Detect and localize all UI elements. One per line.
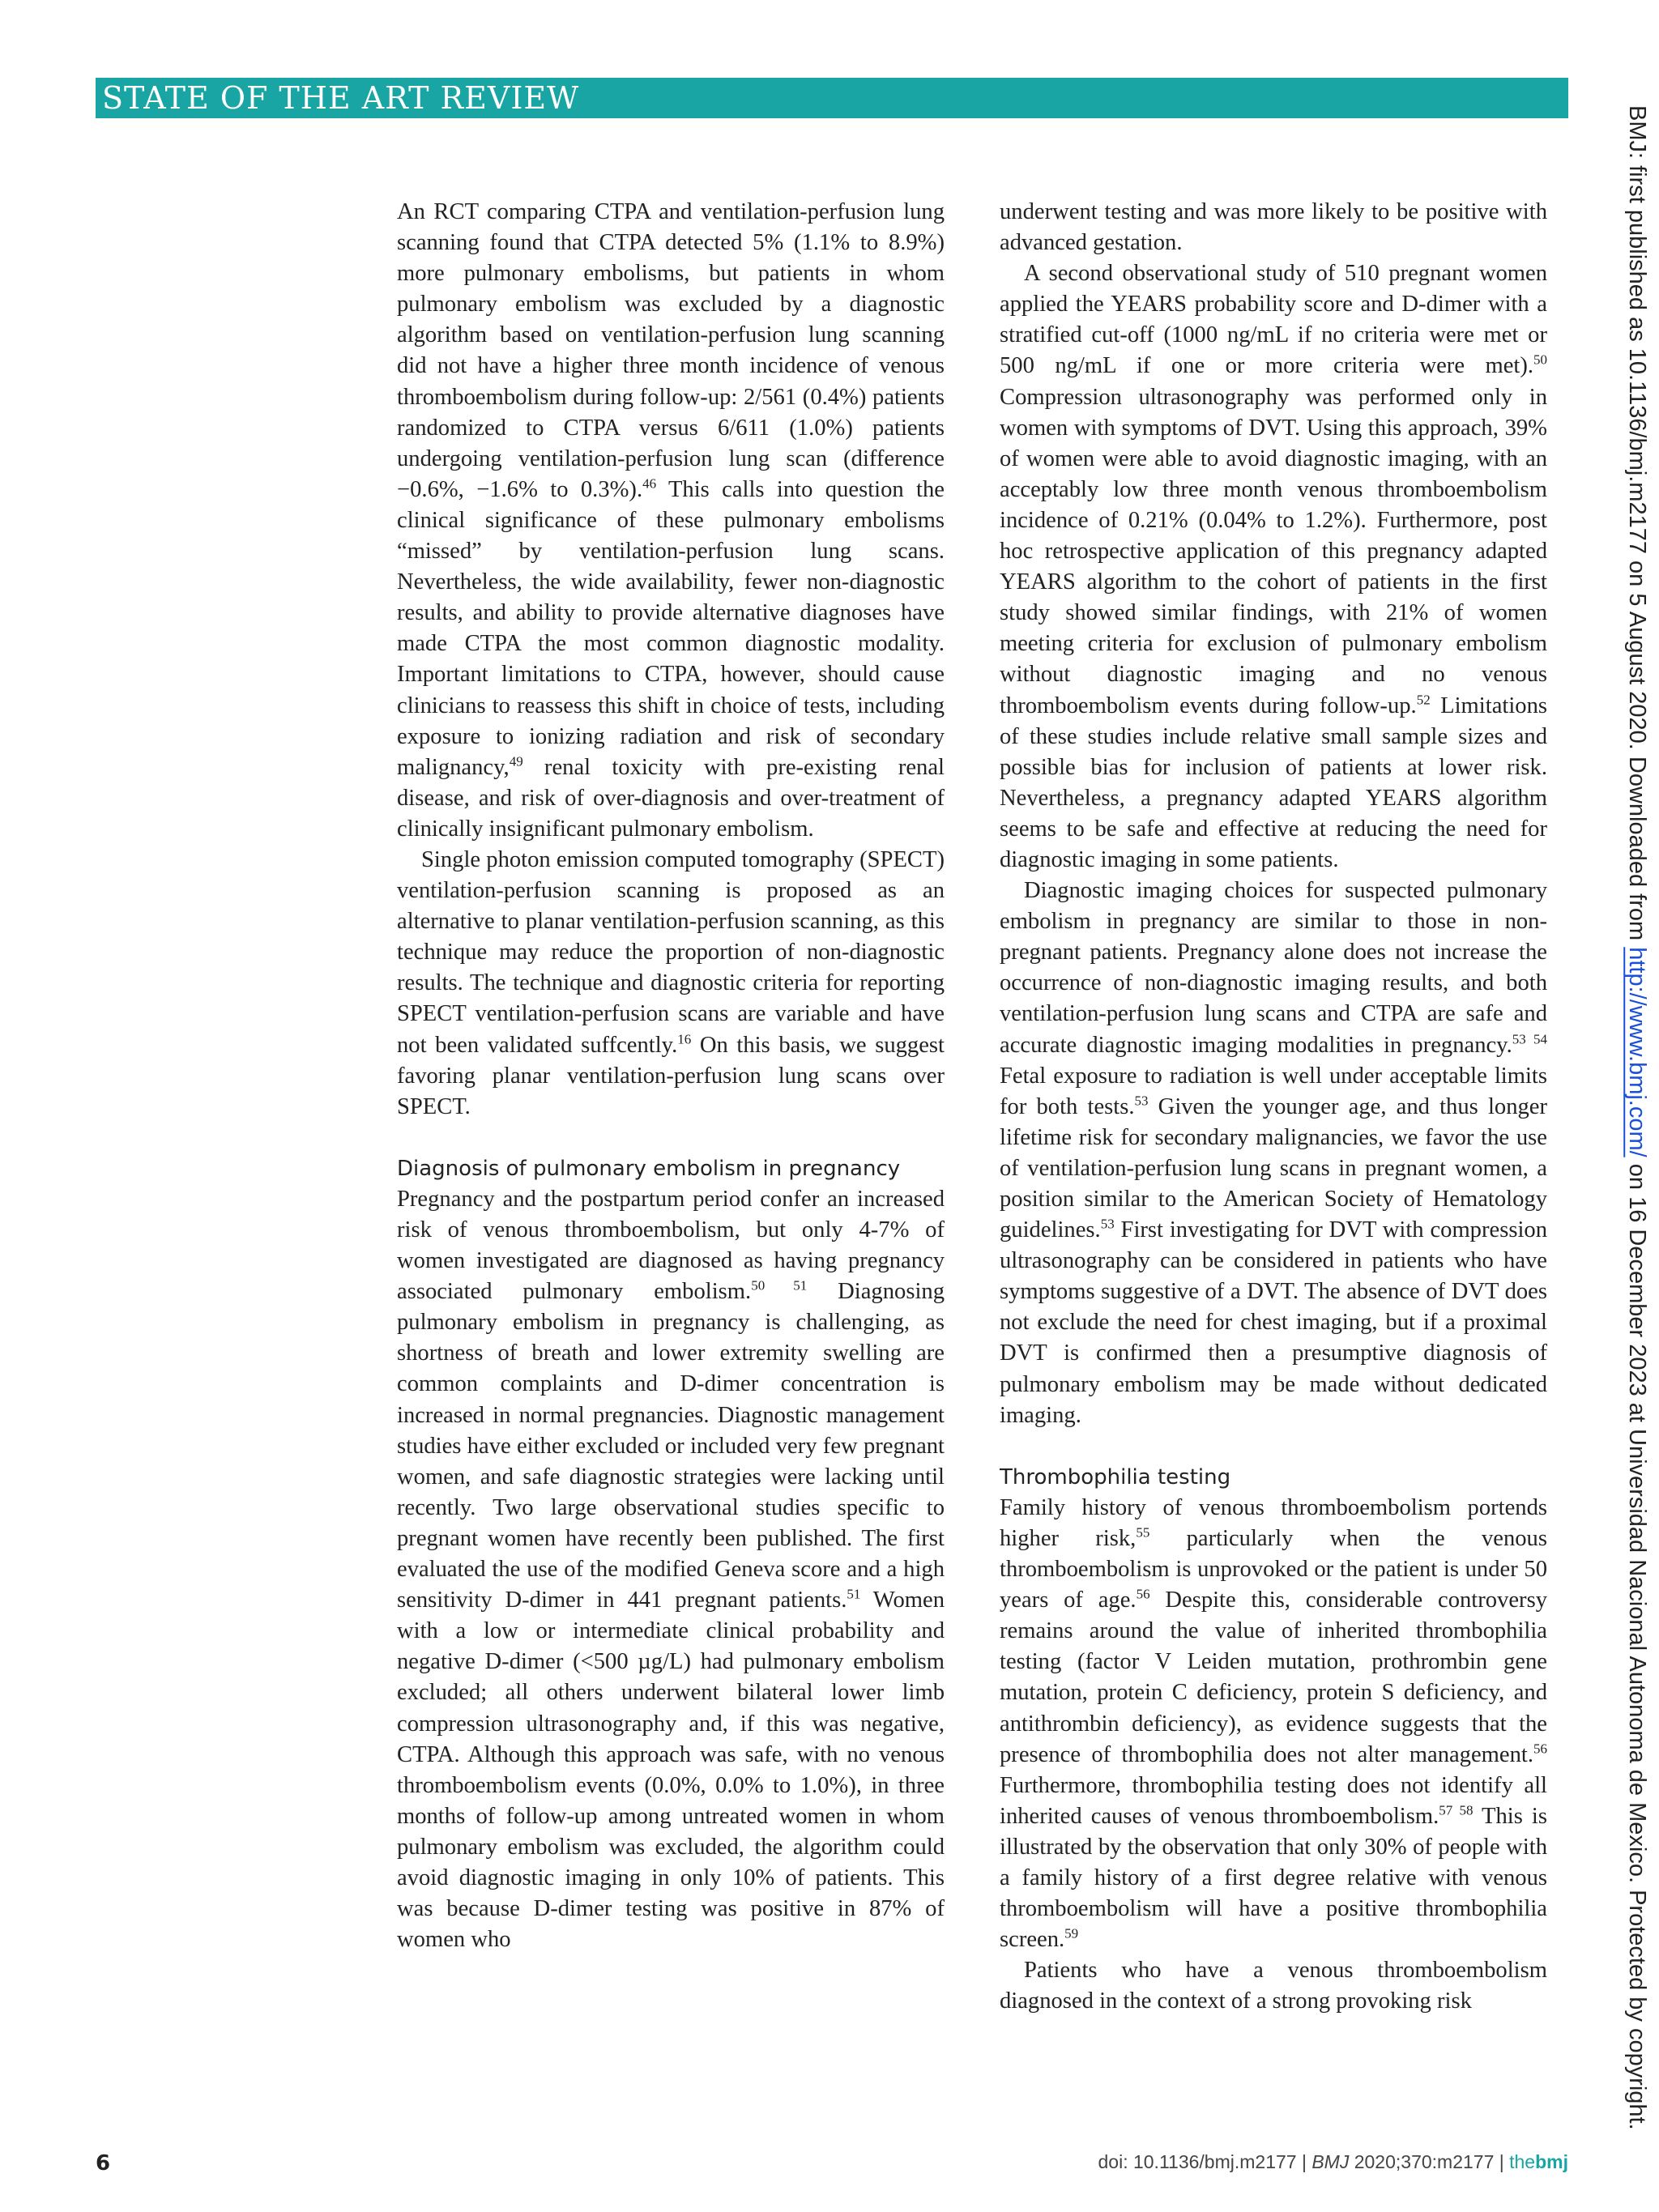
citation-ref[interactable]: 56 <box>1533 1741 1547 1757</box>
paragraph: Family history of venous thromboembolism portends higher risk,$^{55}$ particularly when the venous thromboembolism is unprovoked or the patient is under 50 years of age.$^{56}$ Despite this, considerable controversy remains around the value of inherited thrombophilia testing (factor V Leiden mutation, prothrombin gene mutation, protein C deficiency, protein S deficiency, and antithrombin deficiency), as evidence suggests that the presence of thrombophilia does not alter management.$^{56}$ Furthermore, thrombophilia testing does not identify all inherited causes of venous thromboembolism.$^{57 58}$ This is illustrated by the observation that only 30% of people with a family history of a first degree relative with venous thromboembolism will have a positive thrombophilia screen.$^{59}$ <box>1000 1494 1547 1953</box>
citation-ref[interactable]: 59 <box>1064 1925 1079 1941</box>
page-number: 6 <box>96 2151 111 2176</box>
citation-ref[interactable]: 50 <box>1533 352 1547 368</box>
paragraph: Patients who have a venous thromboembolism diagnosed in the context of a strong provoking risk <box>1000 1958 1547 2014</box>
journal-logo: thebmj <box>1509 2151 1568 2172</box>
paragraph: Pregnancy and the postpartum period confer an increased risk of venous thromboembolism, but only 4-7% of women investigated are diagnosed as having pregnancy associated pulmonary embolism.$^{50 51}$ Diagnosing pulmonary embolism in pregnancy is challenging, as shortness of breath and lower extremity swelling are common complaints and D-dimer concentration is increased in normal pregnancies. Diagnostic management studies have either excluded or included very few pregnant women, and safe diagnostic strategies were lacking until recently. Two large observational studies specific to pregnant women have recently been published. The first evaluated the use of the modified Geneva score and a high sensitivity D-dimer in 441 pregnant patients.$^{51}$ Women with a low or intermediate clinical probability and negative D-dimer (<500 µg/L) had pulmonary embolism excluded; all others underwent bilateral lower limb compression ultrasonography and, if this was negative, CTPA. Although this approach was safe, with no venous thromboembolism events (0.0%, 0.0% to 1.0%), in three months of follow-up among untreated women in whom pulmonary embolism was excluded, the algorithm could avoid diagnostic imaging in only 10% of patients. This was because D-dimer testing was positive in 87% of women who <box>397 1186 945 1953</box>
citation-ref[interactable]: 52 <box>1416 691 1431 707</box>
citation-ref[interactable]: 50 51 <box>751 1277 808 1294</box>
citation-ref[interactable]: 53 <box>1100 1216 1115 1232</box>
citation-ref[interactable]: 49 <box>509 753 523 769</box>
section-banner <box>96 78 1568 118</box>
paragraph: underwent testing and was more likely to be positive with advanced gestation. <box>1000 199 1547 256</box>
side-notice: BMJ: first published as 10.1136/bmj.m2177 on 5 August 2020. Downloaded from http://www.bmj.com/ on 16 December 2023 at Universidad Nacional Autonoma de Mexico. Protected by copyright. <box>1624 105 1650 2130</box>
paragraph: An RCT comparing CTPA and ventilation-perfusion lung scanning found that CTPA detected 5% (1.1% to 8.9%) more pulmonary embolisms, but patients in whom pulmonary embolism was excluded by a diagnostic algorithm based on ventilation-perfusion lung scanning did not have a higher three month incidence of venous thromboembolism during follow-up: 2/561 (0.4%) patients randomized to CTPA versus 6/611 (1.0%) patients undergoing ventilation-perfusion lung scan (difference −0.6%, −1.6% to 0.3%).$^{46}$ This calls into question the clinical significance of these pulmonary embolisms “missed” by ventilation-perfusion lung scans. Nevertheless, the wide availability, fewer non-diagnostic results, and ability to provide alternative diagnoses have made CTPA the most common diagnostic modality. Important limitations to CTPA, however, should cause clinicians to reassess this shift in choice of tests, including exposure to ionizing radiation and risk of secondary malignancy,$^{49}$ renal toxicity with pre-existing renal disease, and risk of over-diagnosis and over-treatment of clinically insignificant pulmonary embolism. <box>397 199 945 842</box>
footer-citation: doi: 10.1136/bmj.m2177 | BMJ 2020;370:m2177 | thebmj <box>1098 2151 1568 2172</box>
paragraph: A second observational study of 510 pregnant women applied the YEARS probability score and D-dimer with a stratified cut-off (1000 ng/mL if no criteria were met or 500 ng/mL if one or more criteria were met).$^{50}$ Compression ultrasonography was performed only in women with symptoms of DVT. Using this approach, 39% of women were able to avoid diagnostic imaging, with an acceptably low three month venous thromboembolism incidence of 0.21% (0.04% to 1.2%). Furthermore, post hoc retrospective application of this pregnancy adapted YEARS algorithm to the cohort of patients in the first study showed similar findings, with 21% of women meeting criteria for exclusion of pulmonary embolism without diagnostic imaging and no venous thromboembolism events during follow-up.$^{52}$ Limitations of these studies include relative small sample sizes and possible bias for inclusion of patients at lower risk. Nevertheless, a pregnancy adapted YEARS algorithm seems to be safe and effective at reducing the need for diagnostic imaging in some patients. <box>1000 261 1547 872</box>
left-column <box>397 197 945 1955</box>
citation-ref[interactable]: 53 54 <box>1512 1031 1547 1046</box>
section-heading: Thrombophilia testing <box>1000 1464 1231 1490</box>
bmj-link[interactable]: http://www.bmj.com/ <box>1624 947 1650 1157</box>
paragraph: Single photon emission computed tomography (SPECT) ventilation-perfusion scanning is proposed as an alternative to planar ventilation-perfusion scanning, as this technique may reduce the proportion of non-diagnostic results. The technique and diagnostic criteria for reporting SPECT ventilation-perfusion scans are variable and have not been validated suffcently.$^{16}$ On this basis, we suggest favoring planar ventilation-perfusion lung scans over SPECT. <box>397 846 945 1119</box>
citation-ref[interactable]: 57 58 <box>1439 1802 1473 1818</box>
paragraph: Diagnostic imaging choices for suspected pulmonary embolism in pregnancy are similar to those in non-pregnant patients. Pregnancy alone does not increase the occurrence of non-diagnostic imaging results, and both ventilation-perfusion lung scans and CTPA are safe and accurate diagnostic imaging modalities in pregnancy.$^{53 54}$ Fetal exposure to radiation is well under acceptable limits for both tests.$^{53}$ Given the younger age, and thus longer lifetime risk for secondary malignancies, we favor the use of ventilation-perfusion lung scans in pregnant women, a position similar to the American Society of Hematology guidelines.$^{53}$ First investigating for DVT with compression ultrasonography can be considered in patients who have symptoms suggestive of a DVT. The absence of DVT does not exclude the need for chest imaging, but if a proximal DVT is confirmed then a presumptive diagnosis of pulmonary embolism may be made without dedicated imaging. <box>1000 878 1547 1428</box>
citation-ref[interactable]: 53 <box>1134 1093 1149 1109</box>
section-title: STATE OF THE ART REVIEW <box>102 80 580 116</box>
section-heading: Diagnosis of pulmonary embolism in pregnancy <box>397 1156 901 1181</box>
right-column <box>1000 197 1547 2017</box>
citation-ref[interactable]: 55 <box>1136 1524 1150 1541</box>
citation-ref[interactable]: 56 <box>1136 1586 1150 1602</box>
citation-ref[interactable]: 16 <box>677 1031 692 1046</box>
citation-ref[interactable]: 51 <box>847 1586 861 1602</box>
citation-ref[interactable]: 46 <box>642 475 657 492</box>
